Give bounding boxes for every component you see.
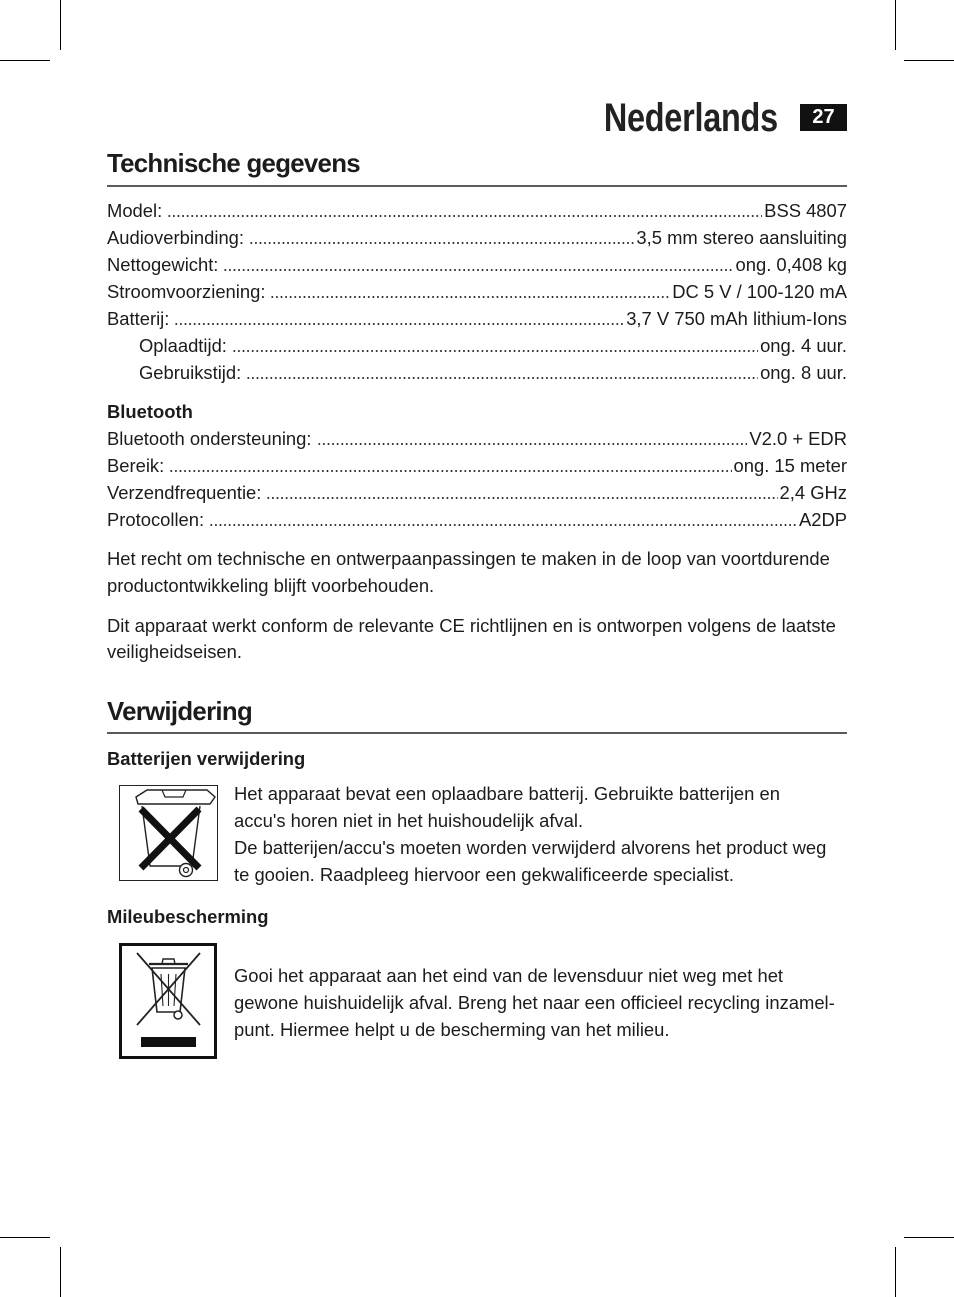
battery-disposal-text-line: accu's horen niet in het huishoudelijk afval. (234, 810, 584, 831)
spec-value: ong. 4 uur. (760, 335, 847, 356)
crossed-out-battery-bin-icon (120, 786, 217, 880)
spec-value: BSS 4807 (764, 200, 847, 221)
spec-label: Stroomvoorziening: (107, 281, 266, 302)
environment-text-line: punt. Hiermee helpt u de bescherming van het milieu. (234, 1019, 670, 1040)
spec-row-net-weight (107, 251, 847, 278)
crop-mark-top-left-horizontal (0, 60, 50, 61)
spec-row-usage-time (139, 359, 847, 386)
weee-symbol (119, 943, 217, 1059)
section-title-technical-data: Technische gegevens (107, 150, 360, 178)
dot-leader (167, 215, 762, 217)
dot-leader (246, 377, 758, 379)
spec-label: Bluetooth ondersteuning: (107, 428, 312, 449)
dot-leader (266, 497, 777, 499)
note-line: Dit apparaat werkt conform de relevante CE richtlijnen en is ontworpen volgens de laatste (107, 615, 836, 636)
note-line: productontwikkeling blijft voorbehouden. (107, 575, 435, 596)
spec-row-bluetooth-support (107, 425, 847, 452)
spec-value: 2,4 GHz (779, 482, 847, 503)
bin-lid-handle (162, 790, 186, 797)
spec-row-charging-time (139, 332, 847, 359)
battery-disposal-symbol (119, 785, 218, 881)
note-line: Het recht om technische en ontwerpaanpassingen te maken in de loop van voortdurende (107, 548, 830, 569)
bin-ribs (161, 974, 176, 1006)
crop-mark-bottom-right-vertical (895, 1247, 896, 1297)
spec-row-range (107, 452, 847, 479)
spec-label: Model: (107, 200, 163, 221)
spec-value: ong. 15 meter (733, 455, 847, 476)
bin-wheel (174, 1011, 182, 1019)
page-number-badge: 27 (800, 104, 847, 131)
spec-row-protocols (107, 506, 847, 533)
dot-leader (232, 350, 758, 352)
spec-label: Batterij: (107, 308, 170, 329)
spec-value: 3,7 V 750 mAh lithium-Ions (626, 308, 847, 329)
bin-wheel (180, 864, 193, 877)
crop-mark-top-right-vertical (895, 0, 896, 50)
crop-mark-bottom-right-horizontal (904, 1237, 954, 1238)
dot-leader (270, 296, 670, 298)
subsection-title-bluetooth: Bluetooth (107, 401, 193, 422)
spec-row-model (107, 197, 847, 224)
crossed-out-wheelie-bin-icon (122, 946, 214, 1056)
spec-value: DC 5 V / 100-120 mA (672, 281, 847, 302)
note-line: veiligheidseisen. (107, 641, 242, 662)
dot-leader (223, 269, 733, 271)
battery-disposal-text-line: te gooien. Raadpleeg hiervoor een gekwalificeerde specialist. (234, 864, 734, 885)
spec-label: Nettogewicht: (107, 254, 219, 275)
spec-value: ong. 8 uur. (760, 362, 847, 383)
spec-value: ong. 0,408 kg (735, 254, 847, 275)
language-title: Nederlands (603, 96, 778, 140)
spec-row-audio-connection (107, 224, 847, 251)
spec-label: Verzendfrequentie: (107, 482, 262, 503)
spec-value: 3,5 mm stereo aansluiting (636, 227, 847, 248)
cross-mark (141, 809, 199, 868)
spec-value: V2.0 + EDR (749, 428, 847, 449)
crop-mark-bottom-left-horizontal (0, 1237, 50, 1238)
spec-row-transmit-frequency (107, 479, 847, 506)
dot-leader (169, 470, 731, 472)
subsection-title-battery-disposal: Batterijen verwijdering (107, 748, 306, 769)
dot-leader (209, 524, 797, 526)
environment-text-line: gewone huishuidelijk afval. Breng het naar een officieel recycling inzamel- (234, 992, 835, 1013)
crop-mark-bottom-left-vertical (60, 1247, 61, 1297)
crop-mark-top-right-horizontal (904, 60, 954, 61)
spec-label: Oplaadtijd: (139, 335, 227, 356)
section-rule (107, 185, 847, 187)
dot-leader (317, 443, 748, 445)
environment-text-line: Gooi het apparaat aan het eind van de levensduur niet weg met het (234, 965, 784, 986)
spec-label: Bereik: (107, 455, 165, 476)
section-title-disposal: Verwijdering (107, 698, 252, 726)
spec-value: A2DP (798, 509, 847, 530)
spec-row-battery (107, 305, 847, 332)
spec-label: Protocollen: (107, 509, 205, 530)
battery-disposal-text-line: Het apparaat bevat een oplaadbare batterij. Gebruikte batterijen en (234, 783, 780, 804)
spec-row-power-supply (107, 278, 847, 305)
battery-disposal-text-line: De batterijen/accu's moeten worden verwijderd alvorens het product weg (234, 837, 827, 858)
weee-bar (141, 1037, 196, 1047)
dot-leader (174, 323, 624, 325)
section-rule (107, 732, 847, 734)
spec-label: Audioverbinding: (107, 227, 245, 248)
dot-leader (249, 242, 634, 244)
spec-label: Gebruikstijd: (139, 362, 242, 383)
crop-mark-top-left-vertical (60, 0, 61, 50)
subsection-title-environment: Mileubescherming (107, 906, 269, 927)
